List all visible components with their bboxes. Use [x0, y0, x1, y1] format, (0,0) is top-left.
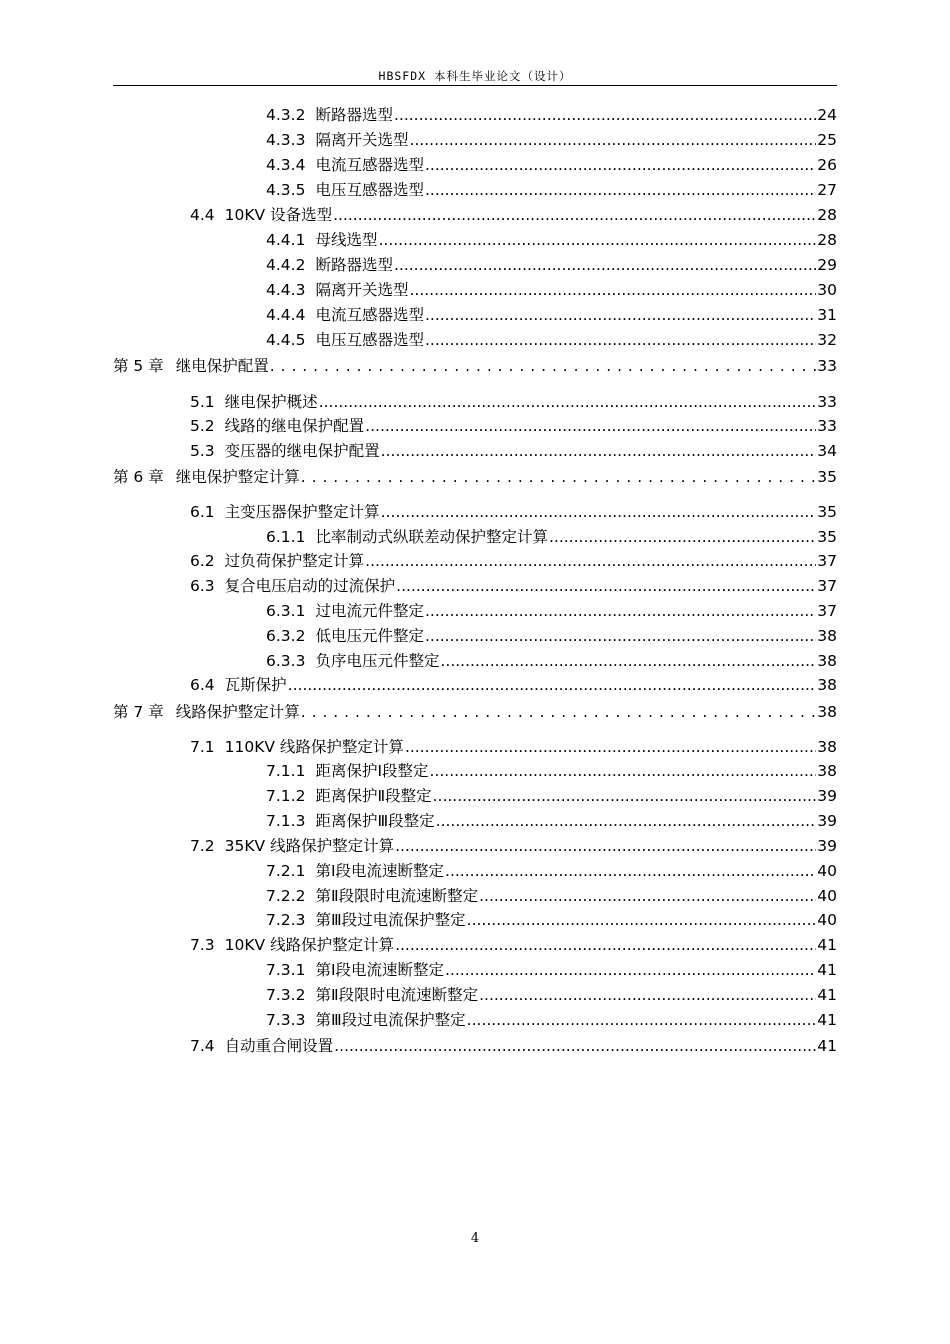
toc-dot-leader — [394, 255, 816, 275]
toc-entry-title: 第Ⅰ段电流速断整定 — [315, 961, 445, 979]
toc-dot-leader — [445, 861, 816, 881]
toc-entry[interactable] — [190, 502, 837, 522]
toc-dot-leader — [425, 626, 816, 646]
toc-entry-page: 37 — [817, 552, 837, 570]
toc-entry-number: 第 7 章 — [113, 703, 164, 721]
toc-entry[interactable] — [190, 675, 837, 695]
toc-entry[interactable] — [266, 105, 837, 125]
toc-entry-title: 断路器选型 — [315, 106, 393, 124]
toc-chapter-entry[interactable] — [113, 356, 837, 376]
toc-entry[interactable] — [190, 441, 837, 461]
toc-dot-leader — [425, 180, 816, 200]
toc-entry-title: 距离保护Ⅱ段整定 — [315, 787, 432, 805]
toc-dot-leader — [381, 502, 817, 522]
toc-entry-number: 5.3 — [190, 442, 215, 460]
toc-entry-number: 7.2.2 — [266, 887, 306, 905]
page-header: HBSFDX 本科生毕业论文（设计） — [378, 69, 572, 83]
toc-entry-title: 电流互感器选型 — [315, 306, 424, 324]
toc-dot-leader — [381, 441, 817, 461]
page-number: 4 — [470, 1231, 480, 1246]
toc-entry[interactable] — [266, 330, 837, 350]
toc-dot-leader — [425, 155, 816, 175]
toc-entry-title: 母线选型 — [315, 231, 378, 249]
toc-entry[interactable] — [266, 155, 837, 175]
toc-entry[interactable] — [266, 985, 837, 1005]
toc-entry-page: 38 — [817, 652, 837, 670]
toc-entry-page: 28 — [817, 206, 837, 224]
toc-entry-title: 第Ⅲ段过电流保护整定 — [315, 911, 466, 929]
toc-entry-number: 6.4 — [190, 676, 215, 694]
toc-dot-leader — [549, 527, 816, 547]
toc-dot-leader — [425, 330, 816, 350]
toc-entry[interactable] — [266, 527, 837, 547]
toc-entry-page: 38 — [817, 703, 837, 721]
toc-entry-number: 7.1 — [190, 738, 215, 756]
toc-dot-leader — [425, 601, 816, 621]
toc-entry[interactable] — [266, 811, 837, 831]
toc-entry-number: 7.3.2 — [266, 986, 306, 1004]
toc-entry-title: 第Ⅱ段限时电流速断整定 — [315, 986, 479, 1004]
toc-entry-title: 第Ⅲ段过电流保护整定 — [315, 1011, 466, 1029]
toc-entry-title: 瓦斯保护 — [224, 676, 287, 694]
toc-entry-title: 过负荷保护整定计算 — [224, 552, 365, 570]
toc-entry[interactable] — [266, 255, 837, 275]
toc-entry-title: 线路保护整定计算 — [175, 703, 300, 721]
toc-dot-leader — [394, 105, 816, 125]
toc-dot-leader — [395, 935, 816, 955]
toc-entry-page: 40 — [817, 887, 837, 905]
toc-entry-title: 电压互感器选型 — [315, 181, 424, 199]
toc-dot-leader — [334, 1036, 816, 1056]
toc-entry[interactable] — [190, 416, 837, 436]
toc-dot-leader — [479, 985, 816, 1005]
toc-dot-leader — [436, 811, 817, 831]
toc-entry[interactable] — [266, 626, 837, 646]
toc-entry-title: 第Ⅱ段限时电流速断整定 — [315, 887, 479, 905]
toc-entry-page: 31 — [817, 306, 837, 324]
toc-entry-page: 29 — [817, 256, 837, 274]
toc-entry[interactable] — [190, 737, 837, 757]
toc-dot-leader — [396, 576, 816, 596]
toc-entry-title: 断路器选型 — [315, 256, 393, 274]
toc-entry-page: 39 — [817, 837, 837, 855]
toc-dot-leader — [430, 761, 817, 781]
toc-entry-page: 32 — [817, 331, 837, 349]
toc-entry-number: 4.4.3 — [266, 281, 306, 299]
toc-entry-page: 25 — [817, 131, 837, 149]
toc-entry-title: 10KV 线路保护整定计算 — [224, 936, 395, 954]
toc-entry-title: 继电保护配置 — [175, 357, 269, 375]
toc-entry[interactable] — [266, 861, 837, 881]
toc-entry-page: 35 — [817, 468, 837, 486]
toc-entry-title: 继电保护概述 — [224, 393, 318, 411]
toc-entry[interactable] — [266, 130, 837, 150]
toc-entry-page: 40 — [817, 911, 837, 929]
toc-entry-number: 5.2 — [190, 417, 215, 435]
toc-entry-page: 41 — [817, 936, 837, 954]
toc-entry-title: 自动重合闸设置 — [224, 1037, 334, 1055]
toc-entry-number: 第 5 章 — [113, 357, 164, 375]
toc-entry-page: 37 — [817, 577, 837, 595]
toc-entry-number: 7.3.3 — [266, 1011, 306, 1029]
toc-dot-leader — [333, 205, 816, 225]
toc-entry-number: 4.3.4 — [266, 156, 306, 174]
toc-entry-page: 37 — [817, 602, 837, 620]
toc-entry-page: 24 — [817, 106, 837, 124]
toc-entry-page: 38 — [817, 738, 837, 756]
toc-entry-title: 隔离开关选型 — [315, 131, 409, 149]
toc-entry-title: 电压互感器选型 — [315, 331, 424, 349]
toc-chapter-entry[interactable] — [113, 702, 837, 722]
toc-entry[interactable] — [266, 910, 837, 930]
toc-entry[interactable] — [190, 392, 837, 412]
toc-entry[interactable] — [190, 935, 837, 955]
toc-entry[interactable] — [266, 601, 837, 621]
toc-entry-number: 4.4.1 — [266, 231, 306, 249]
toc-chapter-entry[interactable] — [113, 467, 837, 487]
toc-entry-page: 41 — [817, 1037, 837, 1055]
toc-entry-title: 线路的继电保护配置 — [224, 417, 365, 435]
toc-entry-number: 6.3.1 — [266, 602, 306, 620]
toc-entry-number: 6.1.1 — [266, 528, 306, 546]
toc-entry-title: 复合电压启动的过流保护 — [224, 577, 396, 595]
toc-entry[interactable] — [266, 180, 837, 200]
toc-entry-page: 35 — [817, 528, 837, 546]
toc-dot-leader — [405, 737, 816, 757]
toc-dot-leader — [425, 305, 816, 325]
toc-dot-leader — [479, 886, 816, 906]
toc-entry-page: 41 — [817, 986, 837, 1004]
toc-dot-leader — [319, 392, 817, 412]
toc-entry[interactable] — [266, 1010, 837, 1030]
toc-entry-number: 4.4.4 — [266, 306, 306, 324]
toc-entry-title: 隔离开关选型 — [315, 281, 409, 299]
toc-entry[interactable] — [190, 1036, 837, 1056]
toc-entry-title: 距离保护Ⅰ段整定 — [315, 762, 429, 780]
toc-entry-page: 39 — [817, 787, 837, 805]
toc-entry-page: 30 — [817, 281, 837, 299]
toc-entry-title: 比率制动式纵联差动保护整定计算 — [315, 528, 548, 546]
toc-entry-number: 7.3.1 — [266, 961, 306, 979]
toc-entry-number: 5.1 — [190, 393, 215, 411]
toc-dot-leader — [395, 836, 816, 856]
toc-dot-leader — [378, 230, 816, 250]
toc-entry-number: 4.4.5 — [266, 331, 306, 349]
toc-entry-number: 4.3.3 — [266, 131, 306, 149]
toc-entry[interactable] — [266, 761, 837, 781]
toc-entry-number: 7.1.1 — [266, 762, 306, 780]
toc-entry-page: 35 — [817, 503, 837, 521]
toc-entry[interactable] — [266, 786, 837, 806]
toc-entry-number: 6.3.3 — [266, 652, 306, 670]
toc-entry-title: 过电流元件整定 — [315, 602, 424, 620]
toc-entry[interactable] — [190, 205, 837, 225]
toc-entry-page: 33 — [817, 357, 837, 375]
toc-entry-number: 6.3.2 — [266, 627, 306, 645]
toc-entry-number: 4.3.5 — [266, 181, 306, 199]
toc-dot-leader — [409, 130, 816, 150]
toc-entry-number: 第 6 章 — [113, 468, 164, 486]
toc-entry-page: 38 — [817, 676, 837, 694]
toc-entry-title: 10KV 设备选型 — [224, 206, 333, 224]
toc-dot-leader — [365, 551, 816, 571]
toc-dot-leader — [270, 356, 817, 376]
toc-entry-page: 33 — [817, 393, 837, 411]
toc-entry-number: 7.4 — [190, 1037, 215, 1055]
toc-entry-page: 39 — [817, 812, 837, 830]
toc-entry-title: 负序电压元件整定 — [315, 652, 440, 670]
toc-entry[interactable] — [266, 886, 837, 906]
toc-entry[interactable] — [266, 230, 837, 250]
toc-entry-number: 7.2 — [190, 837, 215, 855]
toc-dot-leader — [445, 960, 816, 980]
toc-dot-leader — [288, 675, 817, 695]
toc-entry-title: 主变压器保护整定计算 — [224, 503, 380, 521]
toc-entry-page: 26 — [817, 156, 837, 174]
toc-entry-page: 27 — [817, 181, 837, 199]
toc-entry-page: 34 — [817, 442, 837, 460]
toc-entry-page: 40 — [817, 862, 837, 880]
toc-entry-number: 7.3 — [190, 936, 215, 954]
toc-dot-leader — [440, 651, 816, 671]
toc-entry-title: 第Ⅰ段电流速断整定 — [315, 862, 445, 880]
toc-entry-title: 电流互感器选型 — [315, 156, 424, 174]
toc-entry-title: 变压器的继电保护配置 — [224, 442, 380, 460]
toc-entry[interactable] — [190, 576, 837, 596]
toc-entry-page: 41 — [817, 961, 837, 979]
toc-entry-number: 7.2.3 — [266, 911, 306, 929]
toc-entry-number: 4.4.2 — [266, 256, 306, 274]
toc-entry-number: 7.2.1 — [266, 862, 306, 880]
toc-entry[interactable] — [266, 651, 837, 671]
toc-dot-leader — [301, 702, 817, 722]
toc-entry-page: 38 — [817, 762, 837, 780]
toc-entry[interactable] — [266, 960, 837, 980]
toc-entry-number: 4.4 — [190, 206, 215, 224]
toc-entry-page: 41 — [817, 1011, 837, 1029]
toc-entry[interactable] — [266, 305, 837, 325]
toc-entry-number: 6.1 — [190, 503, 215, 521]
toc-entry-page: 28 — [817, 231, 837, 249]
toc-dot-leader — [365, 416, 816, 436]
toc-entry-title: 距离保护Ⅲ段整定 — [315, 812, 435, 830]
toc-entry-title: 35KV 线路保护整定计算 — [224, 837, 395, 855]
toc-entry-page: 33 — [817, 417, 837, 435]
toc-entry-number: 7.1.2 — [266, 787, 306, 805]
toc-entry-page: 38 — [817, 627, 837, 645]
toc-entry[interactable] — [190, 836, 837, 856]
toc-entry-number: 7.1.3 — [266, 812, 306, 830]
toc-dot-leader — [467, 1010, 817, 1030]
toc-entry-title: 继电保护整定计算 — [175, 468, 300, 486]
toc-dot-leader — [433, 786, 817, 806]
toc-entry-number: 6.2 — [190, 552, 215, 570]
toc-entry-number: 6.3 — [190, 577, 215, 595]
toc-dot-leader — [467, 910, 817, 930]
toc-entry-title: 低电压元件整定 — [315, 627, 424, 645]
toc-dot-leader — [301, 467, 817, 487]
toc-entry[interactable] — [266, 280, 837, 300]
toc-entry-title: 110KV 线路保护整定计算 — [224, 738, 404, 756]
toc-entry[interactable] — [190, 551, 837, 571]
toc-dot-leader — [409, 280, 816, 300]
toc-entry-number: 4.3.2 — [266, 106, 306, 124]
